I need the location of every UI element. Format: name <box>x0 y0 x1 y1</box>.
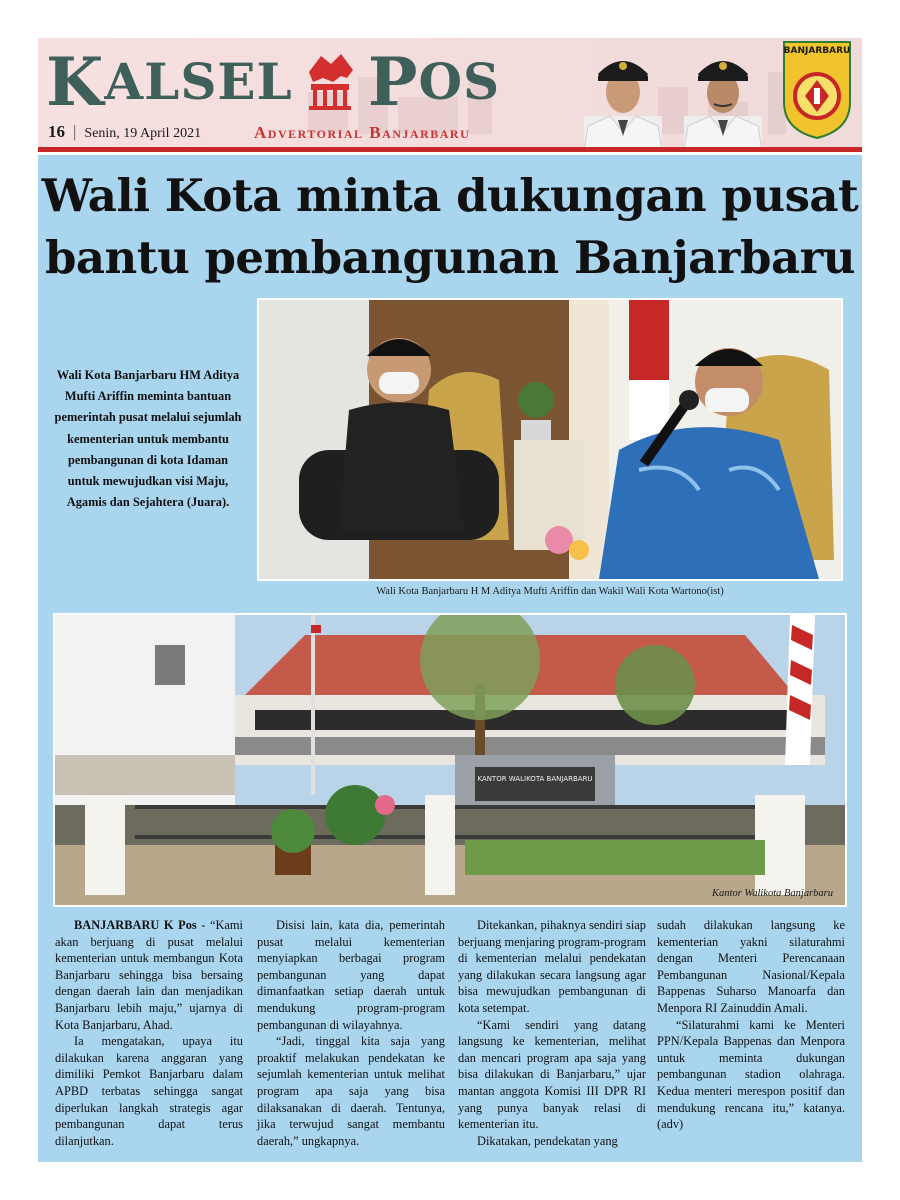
paragraph-2: Ia mengatakan, upaya itu dilakukan karena anggaran yang dimiliki Pemkot Banjarbaru dalam APBD terbatas sehingga sangat diperlukan langkah strategis agar pembangunan dapat terus dilanjutkan. <box>55 1034 243 1148</box>
header-divider <box>38 147 862 152</box>
mayor-office-illustration <box>55 615 845 905</box>
body-column-4 <box>657 917 845 1133</box>
paragraph-9: “Silaturahmi kami ke Menteri PPN/Kepala Bappenas dan Menpora untuk meminta dukungan pembangunan stadion olahraga. Kedua menteri merespon positif dan mendukung rencana itu,” katanya.(adv) <box>657 1017 845 1132</box>
body-column-1 <box>55 917 243 1149</box>
paragraph-6: “Kami sendiri yang datang langsung ke kementerian, melihat dan mencari program apa saja yang bisa dilakukan di Banjarbaru,” ujar mantan anggota Komisi III DPR RI yang punya banyak relasi di kementerian itu. <box>458 1017 646 1132</box>
seal-label: BANJARBARU <box>783 46 851 56</box>
paragraph-8: sudah dilakukan langsung ke kementerian yakni silaturahmi dengan Menteri Perencanaan Pembangunan Nasional/Kepala Bappenas Suharso Manoarfa dan Menpora RI Zainuddin Amali. <box>657 918 845 1015</box>
article-body <box>53 917 847 1157</box>
banjarbaru-city-seal <box>780 40 854 140</box>
article-lead: Wali Kota Banjarbaru HM Aditya Mufti Ariffin meminta bantuan pemerintah pusat melalui sejumlah kementerian untuk membantu pembangunan di kota Idaman untuk mewujudkan visi Maju, Agamis dan Sejahtera (Juara). <box>54 368 242 510</box>
masthead-letter-k: K <box>46 43 105 121</box>
page-number: 16 <box>48 122 65 141</box>
issue-date: Senin, 19 April 2021 <box>84 126 202 141</box>
body-column-2 <box>257 917 445 1149</box>
masthead-title <box>46 42 500 122</box>
masthead-word-os: OS <box>418 52 501 111</box>
mayor-meeting-illustration <box>259 300 841 579</box>
masthead-word-alsel: ALSEL <box>104 52 293 111</box>
masthead-letter-p: P <box>367 43 419 121</box>
paragraph-4: “Jadi, tinggal kita saja yang proaktif melakukan pendekatan ke sejumlah kementerian untuk melihat program apa saja yang bisa dilaksanakan di daerah. Tentunya, jika terwujud sangat membantu daerah,” ungkapnya. <box>257 1034 445 1148</box>
page-header <box>38 38 862 150</box>
official-portrait-mayor <box>574 46 672 150</box>
paragraph-7: Dikatakan, pendekatan yang <box>477 1133 618 1148</box>
mayor-meeting-photo <box>257 298 843 581</box>
paragraph-5: Ditekankan, pihaknya sendiri siap berjuang menjaring program-program di kementerian melalui pendekatan yang dilakukan secara langsung agar bisa mewujudkan pembangunan di kota setempat. <box>458 918 646 1015</box>
paragraph-1 <box>55 917 243 1033</box>
office-caption: Kantor Walikota Banjarbaru <box>712 888 833 899</box>
photo-caption: Wali Kota Banjarbaru H M Aditya Mufti Ariffin dan Wakil Wali Kota Wartono(ist) <box>376 586 724 597</box>
official-portrait-vice-mayor <box>674 46 772 150</box>
mayor-office-photo <box>53 613 847 907</box>
issue-info <box>48 122 201 144</box>
issue-separator: | <box>73 122 77 141</box>
kalsel-pos-logo-icon <box>301 52 359 112</box>
headline-line-2: bantu pembangunan Banjarbaru <box>44 231 856 284</box>
article-headline <box>38 165 862 289</box>
headline-line-1: Wali Kota minta dukungan pusat <box>41 169 859 222</box>
dateline: BANJARBARU K Pos <box>74 918 197 932</box>
paragraph-3: Disisi lain, kata dia, pemerintah pusat melalui kementerian menyiapkan berbagai program pembangunan yang dapat dimanfaatkan setiap daerah untuk mendukung program-program pembangunan di wilayahnya. <box>257 918 445 1032</box>
section-label: Advertorial Banjarbaru <box>254 123 471 142</box>
paragraph-1-text: - “Kami akan berjuang di pusat melalui kementerian untuk membangun Kota Banjarbaru sehingga bisa bersaing dengan daerah lain dan menjadikan Banjarbaru lebih maju,” ujarnya di Kota Banjarbaru, Ahad. <box>55 918 243 1032</box>
article-panel <box>38 155 862 1162</box>
office-sign-text: KANTOR WALIKOTA BANJARBARU <box>477 775 593 783</box>
body-column-3 <box>458 917 646 1149</box>
